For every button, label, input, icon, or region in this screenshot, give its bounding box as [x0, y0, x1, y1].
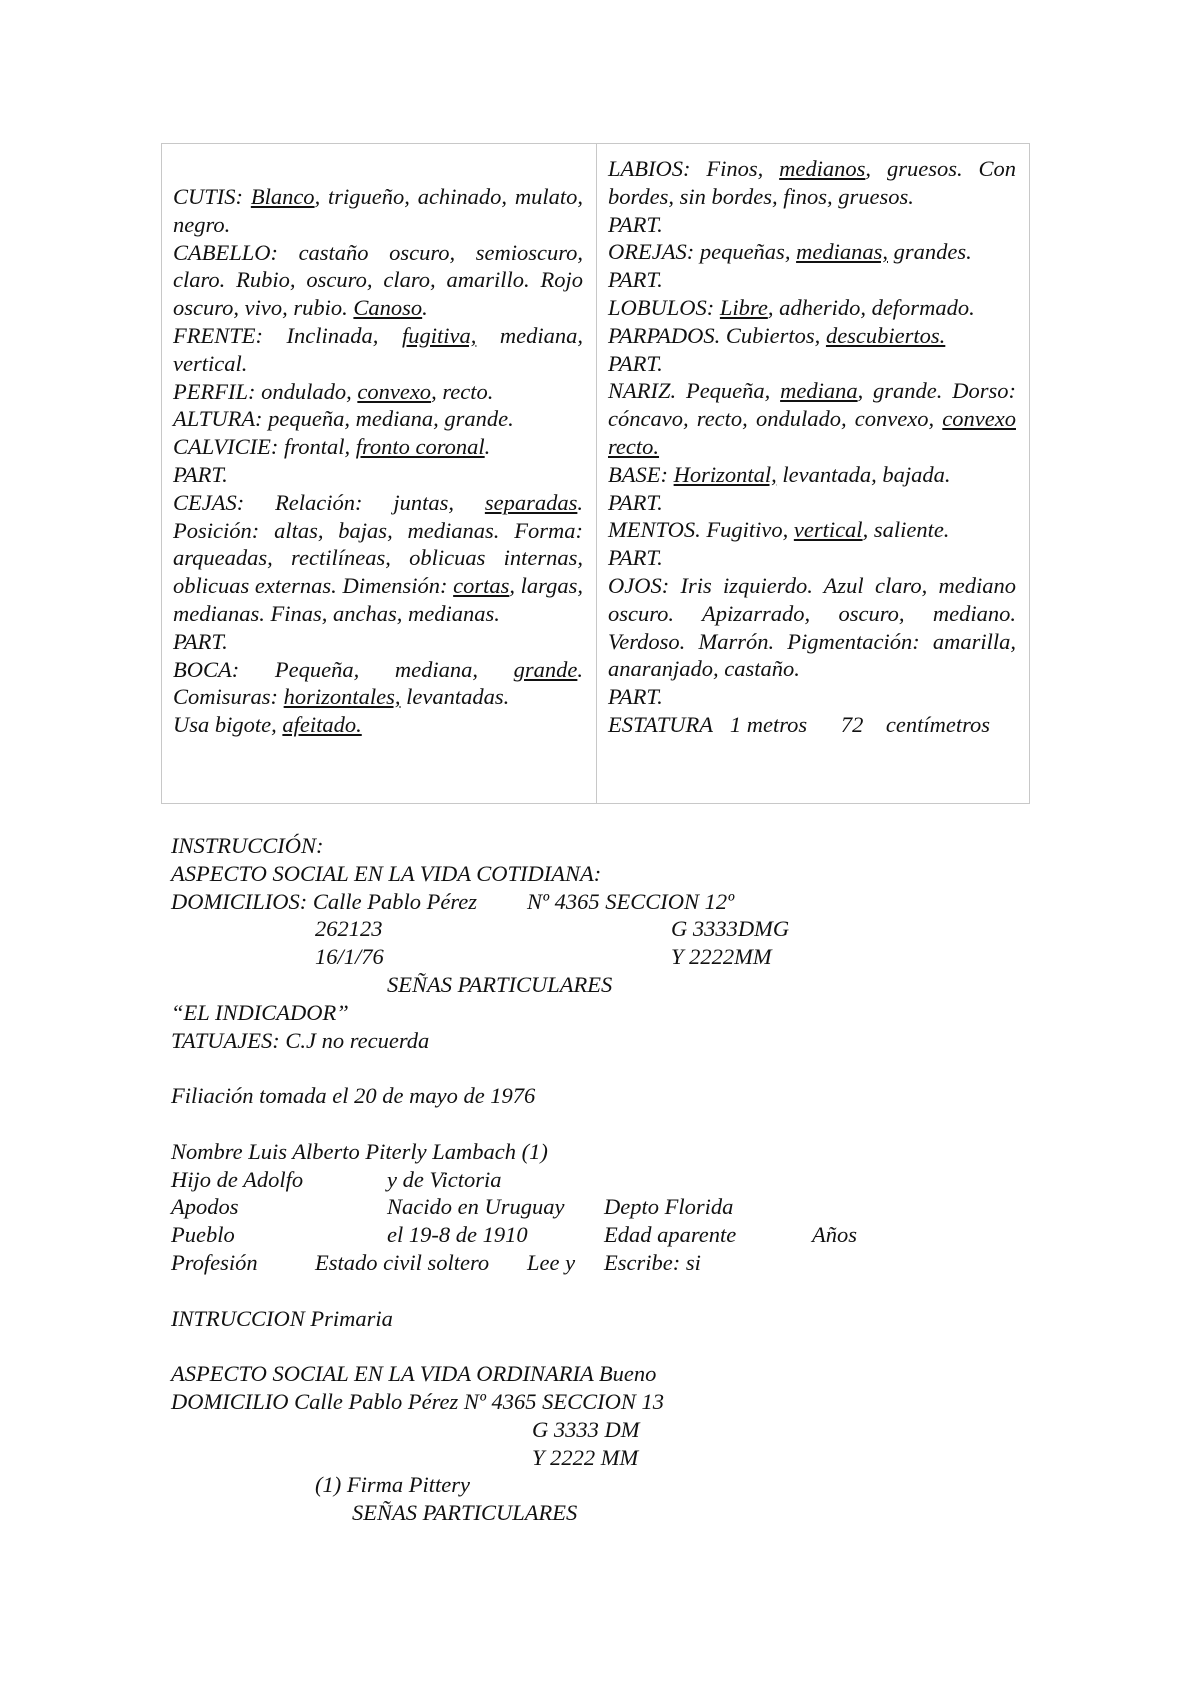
orejas-entry: OREJAS: pequeñas, medianas, grandes.	[608, 239, 972, 265]
aspecto2-line: ASPECTO SOCIAL EN LA VIDA ORDINARIA Bueno	[171, 1361, 657, 1387]
part-label: PART.	[608, 267, 663, 293]
senas-heading: SEÑAS PARTICULARES	[387, 971, 613, 997]
instruccion-line: INSTRUCCIÓN:	[171, 833, 324, 858]
boca-entry: BOCA: Pequeña, mediana, grande. Comisuras: horizontales, levantadas.	[173, 656, 583, 710]
labios-entry: LABIOS: Finos, medianos, gruesos. Con bordes, sin bordes, finos, gruesos.	[608, 156, 1016, 209]
bigote-entry: Usa bigote, afeitado.	[173, 712, 362, 738]
parpados-entry: PARPADOS. Cubiertos, descubiertos.	[608, 322, 946, 348]
cabello-entry: CABELLO: castaño oscuro, semioscuro, claro. Rubio, oscuro, claro, amarillo. Rojo oscuro, vivo, rubio. Canoso.	[173, 239, 583, 321]
part-label: PART.	[173, 461, 228, 487]
code-row-3: G 3333 DM	[532, 1416, 640, 1442]
filiation-text	[171, 832, 1031, 1527]
part-label: PART.	[608, 211, 663, 237]
mentos-entry: MENTOS. Fugitivo, vertical, saliente.	[608, 517, 950, 543]
tatuajes-line: TATUAJES: C.J no recuerda	[171, 1027, 430, 1053]
features-left-column	[162, 144, 597, 803]
cutis-entry: CUTIS: Blanco, trigueño, achinado, mulato, negro.	[173, 184, 583, 237]
altura-entry: ALTURA: pequeña, mediana, grande.	[173, 406, 514, 432]
nombre-line: Nombre Luis Alberto Piterly Lambach (1)	[171, 1138, 548, 1164]
parents-row: Hijo de Adolfo y de Victoria	[171, 1166, 502, 1192]
code-row-1: 262123 G 3333DMG	[315, 916, 790, 942]
filiacion-line: Filiación tomada el 20 de mayo de 1976	[171, 1083, 536, 1109]
domicilios-line: DOMICILIOS: Calle Pablo Pérez Nº 4365 SECCION 12º	[171, 888, 735, 914]
intruccion-line: INTRUCCION Primaria	[171, 1305, 393, 1331]
perfil-entry: PERFIL: ondulado, convexo, recto.	[173, 378, 494, 404]
frente-entry: FRENTE: Inclinada, fugitiva, mediana, vertical.	[173, 322, 583, 376]
cejas-entry: CEJAS: Relación: juntas, separadas. Posición: altas, bajas, medianas. Forma: arqueadas, rectilíneas, oblicuas internas, oblicuas externas. Dimensión: cortas, largas, medianas. Finas, anchas, medianas.	[173, 489, 583, 626]
part-label: PART.	[173, 628, 228, 654]
features-right-column	[597, 144, 1029, 803]
code-row-2: 16/1/76 Y 2222MM	[315, 944, 772, 970]
lobulos-entry: LOBULOS: Libre, adherido, deformado.	[608, 294, 975, 320]
calvicie-entry: CALVICIE: frontal, fronto coronal.	[173, 434, 491, 460]
nariz-entry: NARIZ. Pequeña, mediana, grande. Dorso: cóncavo, recto, ondulado, convexo, convexo recto.	[608, 378, 1016, 459]
domicilio2-line: DOMICILIO Calle Pablo Pérez Nº 4365 SECCION 13	[171, 1388, 664, 1414]
estatura-entry: ESTATURA 1 metros 72 centímetros	[608, 711, 991, 737]
birthplace-row: Apodos Nacido en Uruguay Depto Florida	[171, 1194, 734, 1220]
profession-row: Profesión Estado civil soltero Lee y Escribe: si	[171, 1249, 701, 1275]
part-label: PART.	[608, 684, 663, 710]
aspecto-line: ASPECTO SOCIAL EN LA VIDA COTIDIANA:	[171, 860, 602, 886]
ojos-entry: OJOS: Iris izquierdo. Azul claro, mediano oscuro. Apizarrado, oscuro, mediano. Verdoso. Marrón. Pigmentación: amarilla, anaranjado, castaño.	[608, 572, 1016, 682]
part-label: PART.	[608, 350, 663, 376]
part-label: PART.	[608, 545, 663, 571]
senas-heading-2: SEÑAS PARTICULARES	[352, 1500, 578, 1526]
part-label: PART.	[608, 489, 663, 515]
indicador-line: “EL INDICADOR”	[171, 999, 349, 1025]
birthdate-row: Pueblo el 19-8 de 1910 Edad aparente Años	[171, 1222, 857, 1248]
code-row-4: Y 2222 MM	[532, 1444, 639, 1470]
features-table	[161, 143, 1030, 804]
base-entry: BASE: Horizontal, levantada, bajada.	[608, 461, 951, 487]
firma-footnote: (1) Firma Pittery	[315, 1472, 470, 1498]
